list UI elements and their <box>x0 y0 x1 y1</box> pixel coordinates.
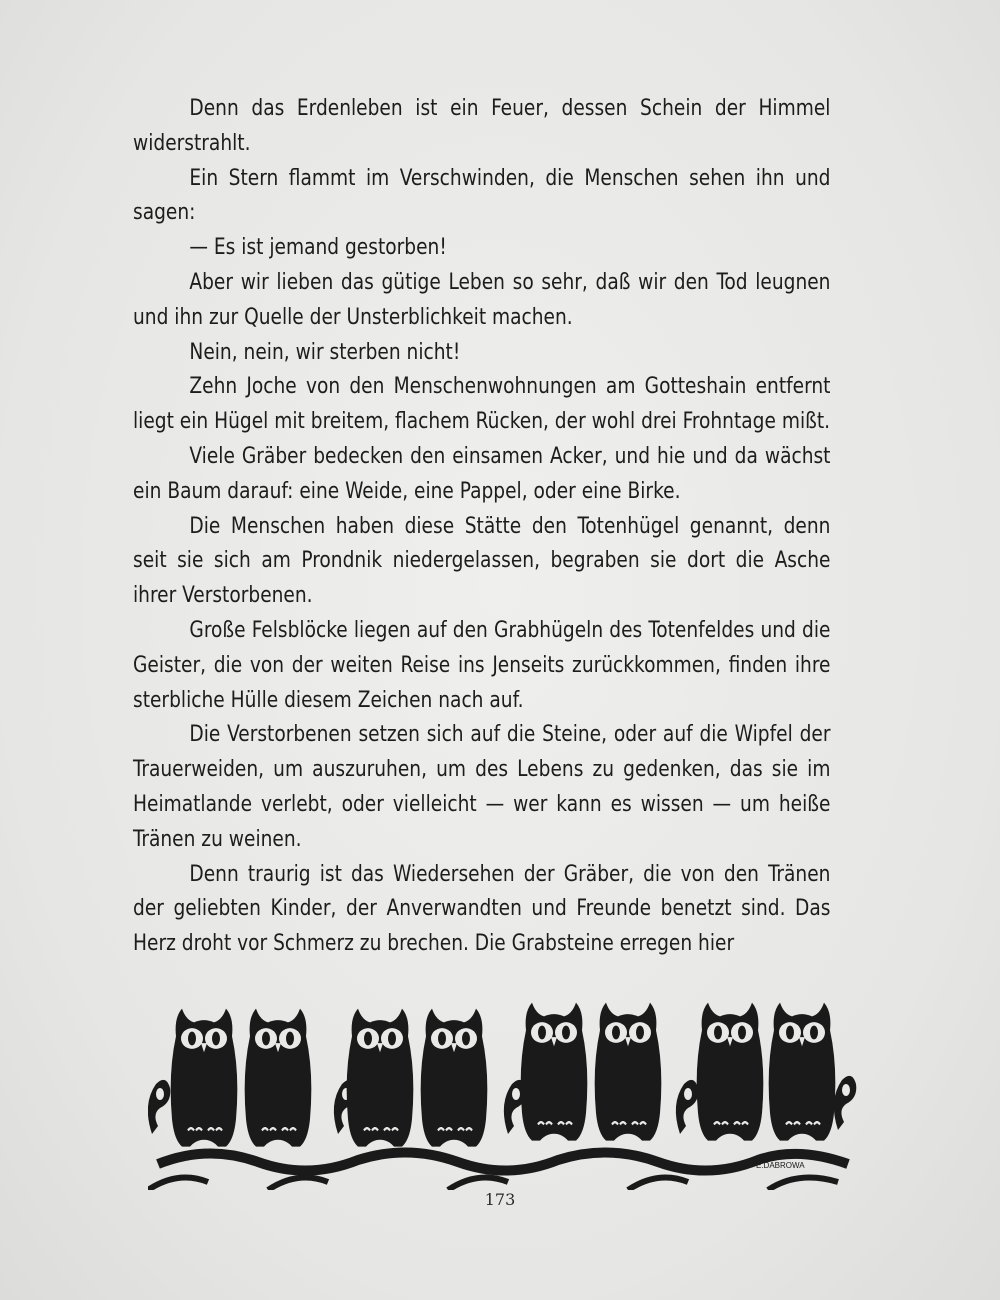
owl-frieze-illustration <box>148 994 868 1190</box>
paragraph: Viele Gräber bedecken den einsamen Acker, und hie und da wächst ein Baum darauf: eine Weide, eine Pappel, oder eine Birke. <box>133 443 831 504</box>
paragraph: Zehn Joche von den Menschenwohnungen am Gotteshain entfernt liegt ein Hügel mit breitem, flachem Rücken, der wohl drei Frohntage mißt. <box>133 374 831 435</box>
paragraph: Die Menschen haben diese Stätte den Totenhügel genannt, denn seit sie sich am Prondnik niedergelassen, begraben sie dort die Asche ihrer Verstorbenen. <box>133 513 831 609</box>
body-text <box>133 92 830 962</box>
page-number: 173 <box>484 1190 516 1209</box>
paragraph: Denn das Erdenleben ist ein Feuer, dessen Schein der Himmel widerstrahlt. <box>133 96 831 156</box>
paragraph: Ein Stern flammt im Verschwinden, die Menschen sehen ihn und sagen: <box>133 165 831 226</box>
paragraph: Denn traurig ist das Wiedersehen der Gräber, die von den Tränen der geliebten Kinder, der Anverwandten und Freunde benetzt sind. Das Herz droht vor Schmerz zu brechen. Die Grabsteine erregen hier <box>133 861 831 957</box>
paragraph: Aber wir lieben das gütige Leben so sehr, daß wir den Tod leugnen und ihn zur Quelle der Unsterblichkeit machen. <box>133 269 831 330</box>
paragraph: — Es ist jemand gestorben! <box>189 235 447 261</box>
paragraph: Große Felsblöcke liegen auf den Grabhügeln des Totenfeldes und die Geister, die von der weiten Reise ins Jenseits zurückkommen, finden ihre sterbliche Hülle diesem Zeichen nach auf. <box>133 617 831 713</box>
paragraph: Nein, nein, wir sterben nicht! <box>189 339 461 365</box>
paragraph: Die Verstorbenen setzen sich auf die Steine, oder auf die Wipfel der Trauerweiden, um auszuruhen, um des Lebens zu gedenken, das sie im Heimatlande verlebt, oder vielleicht — wer kann es wissen — um heiße Tränen zu weinen. <box>133 722 831 852</box>
artist-signature: E.DABROWA <box>756 1161 805 1170</box>
